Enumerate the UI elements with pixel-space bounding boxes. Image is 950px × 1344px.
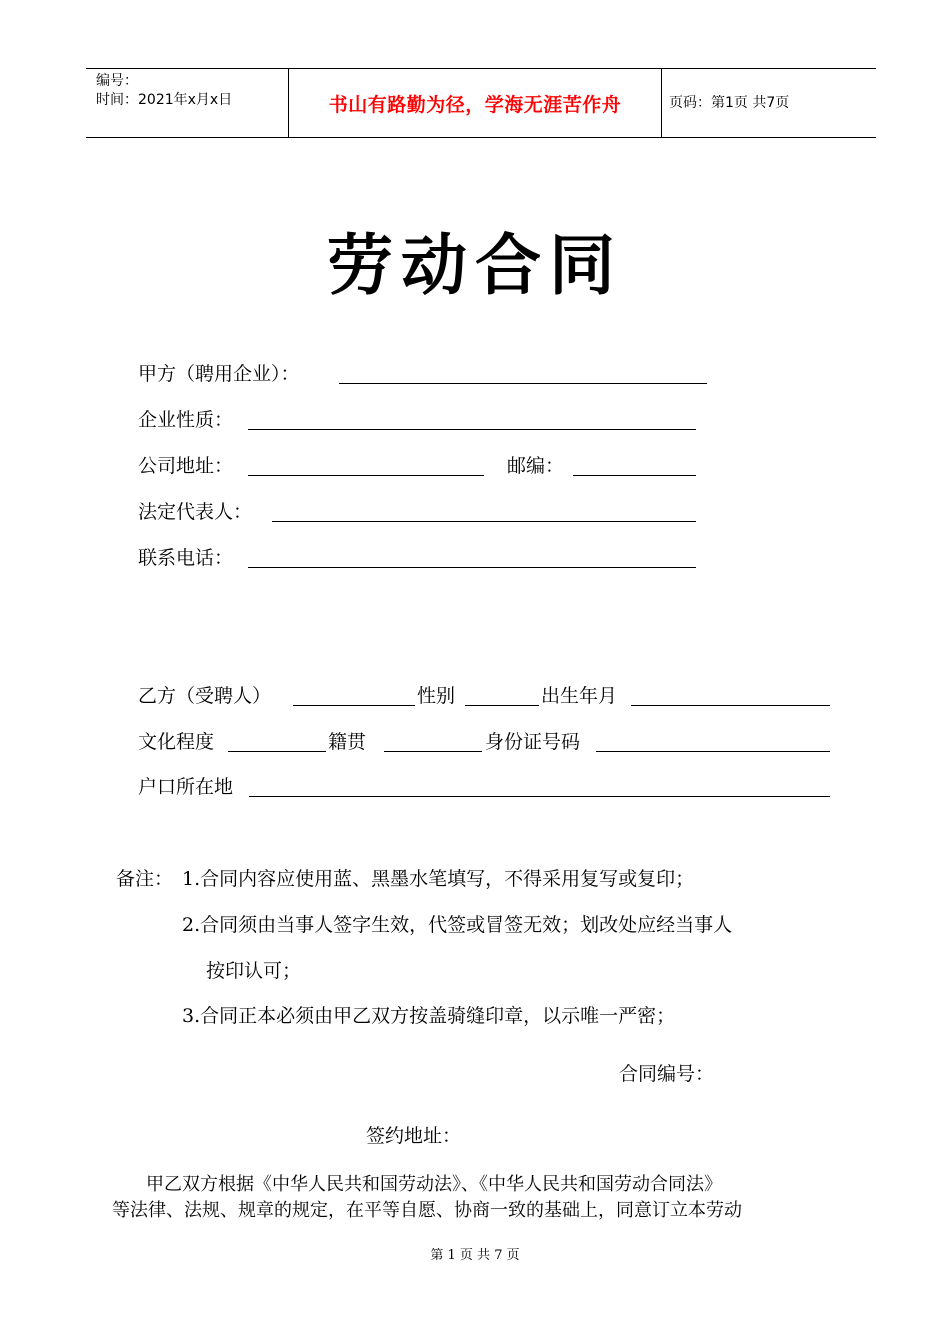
signing-place-label: 签约地址： bbox=[366, 1125, 462, 1147]
note-item-2-line-2: 按印认可； bbox=[206, 960, 302, 982]
party-a-phone-field[interactable] bbox=[248, 567, 696, 568]
party-a-name-field[interactable] bbox=[339, 383, 707, 384]
party-b-name-label: 乙方（受聘人） bbox=[138, 685, 272, 707]
party-a-legal-rep-field[interactable] bbox=[272, 521, 696, 522]
party-b-id-label: 身份证号码 bbox=[485, 731, 581, 753]
party-a-address-label: 公司地址： bbox=[138, 455, 234, 477]
preamble-line-1: 甲乙双方根据《中华人民共和国劳动法》、《中华人民共和国劳动合同法》 bbox=[146, 1174, 722, 1195]
notes-prefix: 备注： bbox=[116, 868, 174, 890]
preamble-line-2: 等法律、法规、规章的规定，在平等自愿、协商一致的基础上，同意订立本劳动 bbox=[112, 1200, 742, 1221]
party-b-id-field[interactable] bbox=[596, 751, 830, 752]
party-b-birth-field[interactable] bbox=[631, 705, 830, 706]
party-b-gender-field[interactable] bbox=[465, 705, 539, 706]
party-a-address-field[interactable] bbox=[248, 475, 484, 476]
party-a-nature-label: 企业性质： bbox=[138, 409, 234, 431]
party-a-legal-rep-label: 法定代表人： bbox=[138, 501, 253, 523]
party-a-postcode-label: 邮编： bbox=[507, 455, 565, 477]
party-b-origin-label: 籍贯 bbox=[328, 731, 367, 753]
note-item-1: 1.合同内容应使用蓝、黑墨水笔填写，不得采用复写或复印； bbox=[182, 868, 695, 890]
header-motto-cell bbox=[288, 69, 662, 137]
party-b-birth-label: 出生年月 bbox=[541, 685, 618, 707]
time-label: 时间：2021年x月x日 bbox=[96, 92, 233, 108]
party-b-education-label: 文化程度 bbox=[138, 731, 215, 753]
document-header bbox=[86, 68, 876, 138]
party-b-name-field[interactable] bbox=[293, 705, 415, 706]
header-page-cell bbox=[661, 69, 876, 137]
note-item-2-line-1: 2.合同须由当事人签字生效，代签或冒签无效；划改处应经当事人 bbox=[182, 914, 733, 936]
party-b-hukou-label: 户口所在地 bbox=[138, 776, 234, 798]
party-b-education-field[interactable] bbox=[228, 751, 326, 752]
header-meta-cell bbox=[86, 69, 288, 137]
page-title: 劳动合同 bbox=[327, 227, 623, 304]
party-a-name-label: 甲方（聘用企业）： bbox=[138, 363, 300, 385]
page-info: 页码：第1页 共7页 bbox=[669, 95, 790, 111]
party-a-phone-label: 联系电话： bbox=[138, 547, 234, 569]
motto: 书山有路勤为径，学海无涯苦作舟 bbox=[328, 94, 622, 116]
contract-number-label: 合同编号： bbox=[619, 1063, 715, 1085]
number-label: 编号： bbox=[96, 73, 138, 89]
party-b-gender-label: 性别 bbox=[417, 685, 456, 707]
party-b-origin-field[interactable] bbox=[384, 751, 482, 752]
party-a-postcode-field[interactable] bbox=[573, 475, 696, 476]
party-a-nature-field[interactable] bbox=[248, 429, 696, 430]
party-b-hukou-field[interactable] bbox=[249, 796, 830, 797]
page-footer: 第 1 页 共 7 页 bbox=[430, 1248, 520, 1263]
note-item-3: 3.合同正本必须由甲乙双方按盖骑缝印章，以示唯一严密； bbox=[182, 1005, 676, 1027]
